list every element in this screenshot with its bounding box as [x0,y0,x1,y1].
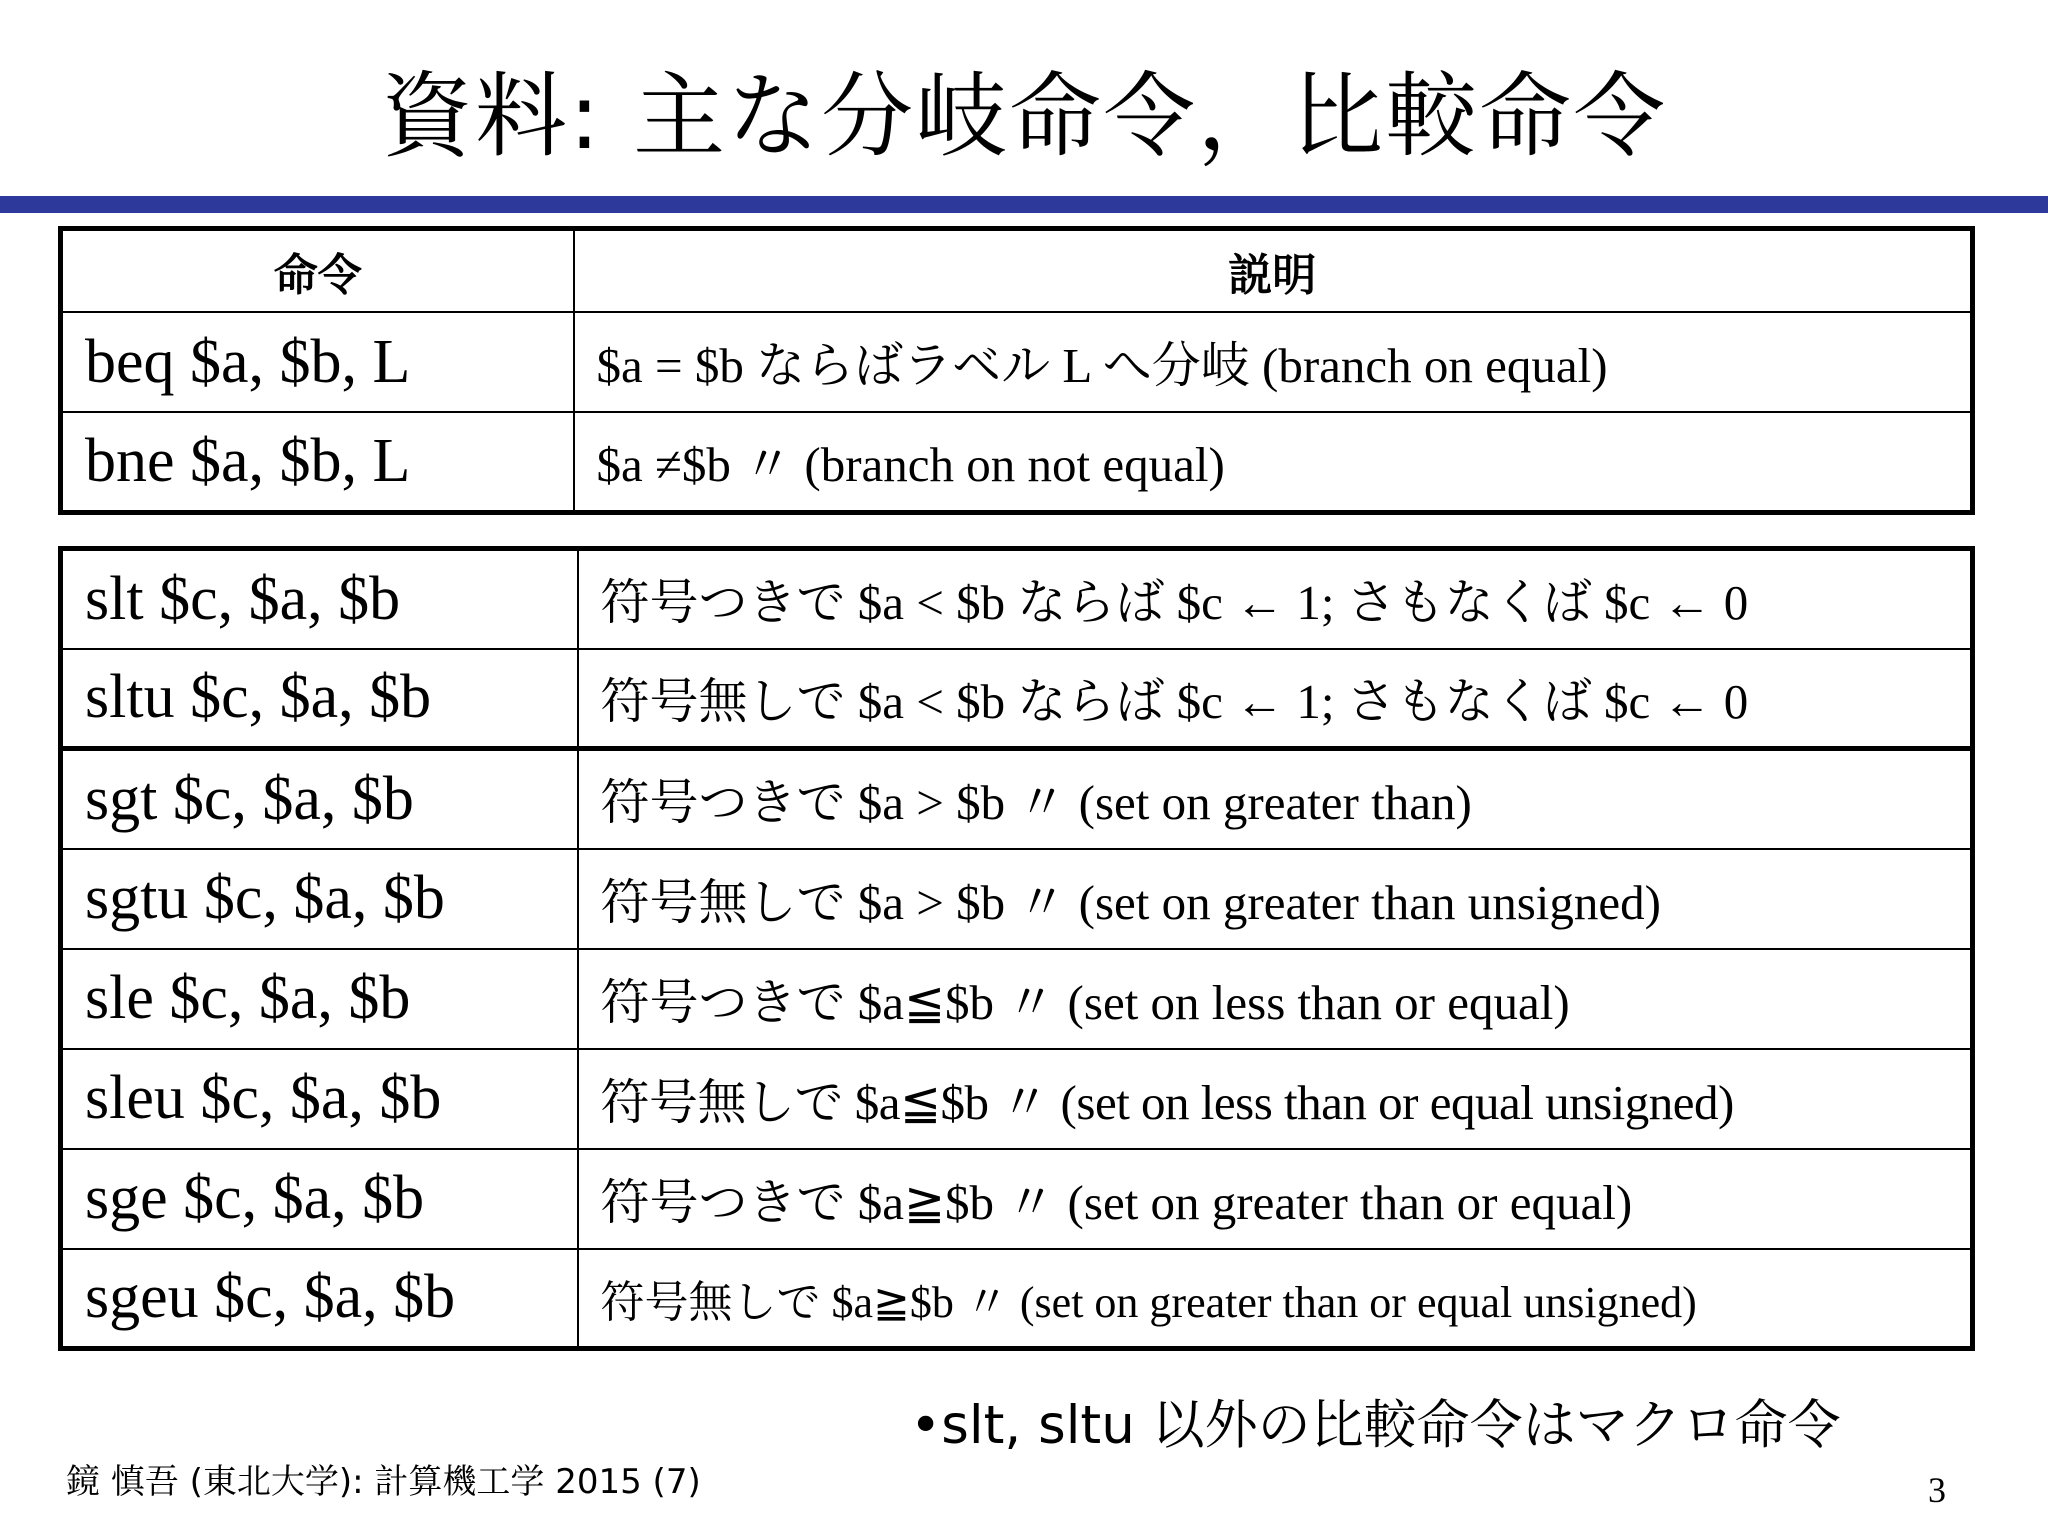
table-row [61,1249,1973,1349]
table-row [61,312,1973,412]
description-cell: 符号つきで $a≧$b 〃 (set on greater than or equal) [578,1149,1973,1249]
description-cell: 符号無しで $a≧$b 〃 (set on greater than or equal unsigned) [578,1249,1973,1349]
description-cell: $a = $b ならばラベル L へ分岐 (branch on equal) [574,312,1973,412]
description-cell: 符号無しで $a > $b 〃 (set on greater than unsigned) [578,849,1973,949]
instruction-cell: sge $c, $a, $b [61,1149,578,1249]
table-row [61,1049,1973,1149]
page-number: 3 [1928,1470,1946,1510]
description-cell: 符号つきで $a < $b ならば $c ← 1; さもなくば $c ← 0 [578,549,1973,649]
branch-instruction-table [58,226,1975,515]
description-cell: 符号無しで $a≦$b 〃 (set on less than or equal unsigned) [578,1049,1973,1149]
table-row [61,949,1973,1049]
description-cell: 符号つきで $a≦$b 〃 (set on less than or equal) [578,949,1973,1049]
instruction-cell: sltu $c, $a, $b [61,649,578,749]
table-row [61,549,1973,649]
title-rule [0,196,2048,213]
table-row [61,849,1973,949]
instruction-cell: sgtu $c, $a, $b [61,849,578,949]
instruction-cell: sgt $c, $a, $b [61,749,578,849]
table-row [61,412,1973,512]
table-row [61,1149,1973,1249]
instruction-cell: bne $a, $b, L [61,412,574,512]
table-row [61,749,1973,849]
macro-instruction-note: •slt, sltu 以外の比較命令はマクロ命令 [910,1395,1841,1456]
instruction-cell: sle $c, $a, $b [61,949,578,1049]
table-header-row [61,229,1973,313]
compare-instruction-table [58,546,1975,1351]
description-cell: 符号つきで $a > $b 〃 (set on greater than) [578,749,1973,849]
instruction-cell: sgeu $c, $a, $b [61,1249,578,1349]
instruction-cell: slt $c, $a, $b [61,549,578,649]
header-description: 説明 [574,229,1973,313]
slide-title: 資料: 主な分岐命令，比較命令 [380,63,1668,170]
description-cell: 符号無しで $a < $b ならば $c ← 1; さもなくば $c ← 0 [578,649,1973,749]
footer-credit: 鏡 慎吾 (東北大学): 計算機工学 2015 (7) [66,1462,701,1502]
instruction-cell: beq $a, $b, L [61,312,574,412]
description-cell: $a ≠$b 〃 (branch on not equal) [574,412,1973,512]
header-instruction: 命令 [61,229,574,313]
instruction-cell: sleu $c, $a, $b [61,1049,578,1149]
table-row [61,649,1973,749]
